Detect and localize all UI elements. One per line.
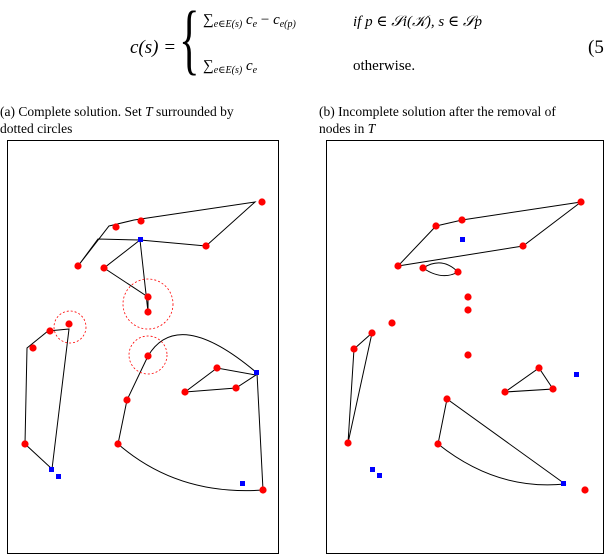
caption-b-var: T <box>367 121 376 136</box>
node <box>458 216 465 223</box>
node <box>432 222 439 229</box>
caption-b <box>319 103 604 137</box>
node <box>388 319 395 326</box>
panel-a-nodes <box>21 198 266 493</box>
node <box>144 293 151 300</box>
node <box>464 293 471 300</box>
equation-case2-cond: otherwise. <box>353 58 416 74</box>
caption-a-line1-rest: surrounded by <box>156 104 234 119</box>
caption-a-line2: dotted circles <box>0 121 73 136</box>
node <box>443 395 450 402</box>
node <box>368 329 375 336</box>
panel-a-dotted-circles <box>54 279 173 374</box>
depot <box>56 474 61 479</box>
node <box>344 439 351 446</box>
node <box>464 351 471 358</box>
depot <box>561 481 566 486</box>
depot <box>240 481 245 486</box>
panel-a-graph <box>8 141 280 555</box>
node <box>112 223 119 230</box>
depot <box>370 467 375 472</box>
panel-b-graph <box>327 141 604 555</box>
node <box>501 388 508 395</box>
panel-a-edges <box>25 202 263 491</box>
caption-a-line1: (a) Complete solution. Set <box>0 104 142 119</box>
caption-a-var: T <box>145 104 153 119</box>
node <box>137 217 144 224</box>
depot <box>574 372 579 377</box>
depot <box>460 237 465 242</box>
node <box>581 486 588 493</box>
panel-b <box>326 140 604 554</box>
node <box>258 198 265 205</box>
route-edge <box>78 202 255 266</box>
node <box>434 440 441 447</box>
equation-brace: { <box>179 0 200 82</box>
panel-a <box>7 140 279 554</box>
panel-b-depots <box>370 237 579 486</box>
node <box>519 242 526 249</box>
route-edge <box>398 202 581 266</box>
node <box>419 264 426 271</box>
depot <box>254 370 259 375</box>
equation-number: (5 <box>588 37 604 58</box>
caption-b-line1: (b) Incomplete solution after the removal of <box>319 104 556 119</box>
node <box>259 486 266 493</box>
node <box>74 262 81 269</box>
equation-lhs: c(s) = <box>130 37 177 58</box>
depot <box>49 467 54 472</box>
node <box>46 327 53 334</box>
route-edge <box>104 240 148 312</box>
node <box>100 264 107 271</box>
panel-b-edges <box>348 202 581 485</box>
depot <box>377 473 382 478</box>
node <box>213 364 220 371</box>
node <box>350 345 357 352</box>
depot <box>138 237 143 242</box>
node <box>202 242 209 249</box>
node <box>577 198 584 205</box>
node <box>144 352 151 359</box>
node <box>181 388 188 395</box>
node <box>232 384 239 391</box>
node <box>394 262 401 269</box>
equation-case1-expr: $\sum_{e\in E(s)}$ $c_e - c_{e(p)}$ <box>203 12 296 30</box>
panel-b-nodes <box>344 198 588 493</box>
route-edge <box>438 399 565 485</box>
node <box>144 308 151 315</box>
node <box>464 306 471 313</box>
caption-b-line2: nodes in <box>319 121 365 136</box>
node <box>114 440 121 447</box>
node <box>535 364 542 371</box>
node <box>65 320 72 327</box>
route-edge <box>505 368 553 392</box>
equation-case2-expr: $\sum_{e\in E(s)}$ $c_e$ <box>203 58 258 76</box>
route-edge <box>185 368 256 392</box>
node <box>21 440 28 447</box>
node <box>29 344 36 351</box>
equation <box>0 0 604 95</box>
route-edge <box>118 335 263 491</box>
route-edge <box>423 263 458 276</box>
panel-a-depots <box>49 237 259 486</box>
node <box>123 396 130 403</box>
equation-case1-cond: if p ∈ 𝒮i(𝒦), s ∈ 𝒮p <box>353 14 482 30</box>
node <box>454 268 461 275</box>
node <box>549 385 556 392</box>
caption-a <box>0 103 290 137</box>
